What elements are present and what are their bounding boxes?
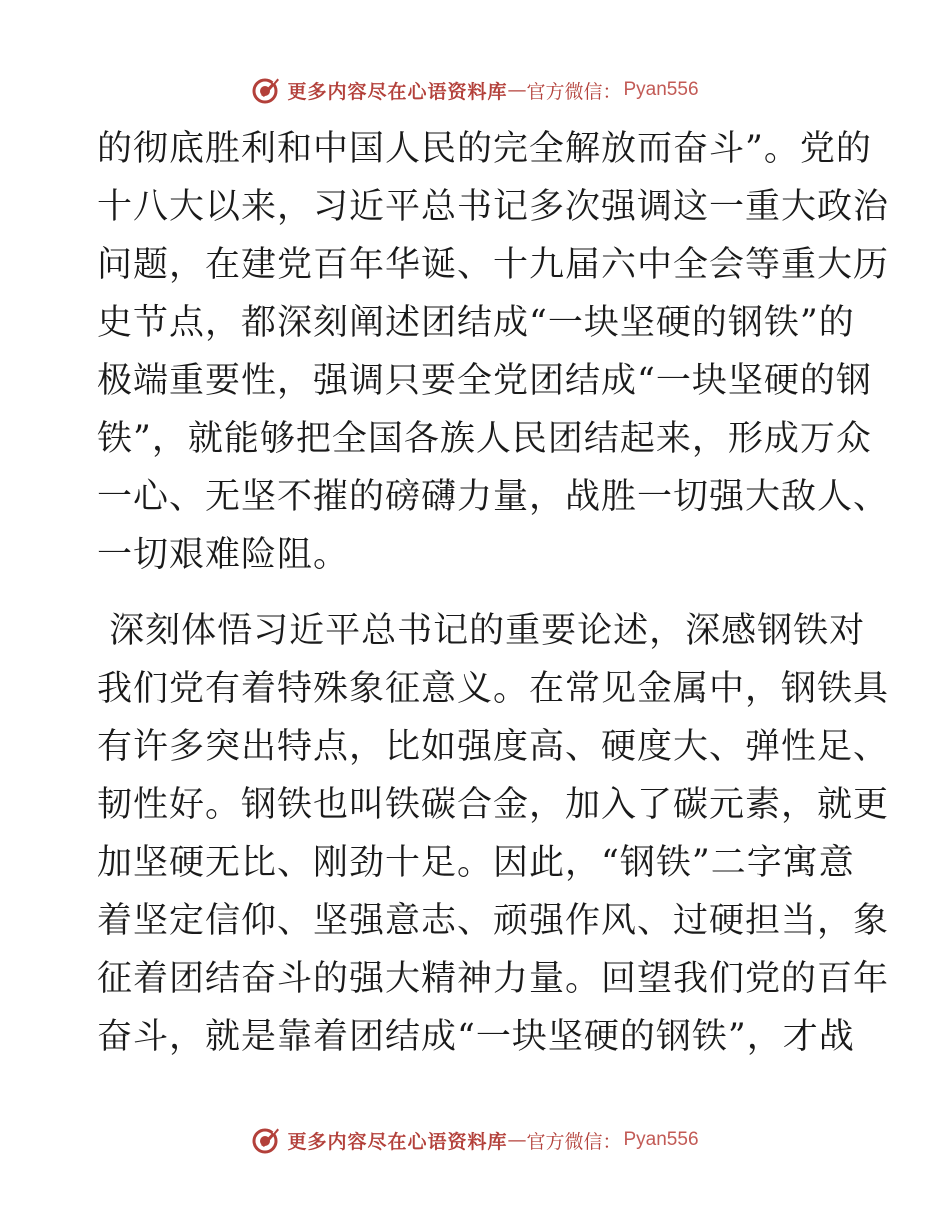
paragraph-2: [97, 602, 890, 1066]
paragraph-gap: [97, 584, 849, 602]
document-body: [97, 120, 890, 1066]
header-watermark: [0, 70, 950, 110]
text-line: 征着团结奋斗的强大精神力量。回望我们党的百年: [97, 959, 890, 999]
text-line: 的彻底胜利和中国人民的完全解放而奋斗”。党的: [97, 129, 872, 169]
watermark-wechat-id: Pyan556: [623, 1129, 699, 1150]
text-line: 问题，在建党百年华诞、十九届六中全会等重大历: [97, 245, 890, 285]
text-line: 着坚定信仰、坚强意志、顽强作风、过硬担当，象: [97, 901, 890, 941]
watermark-separator: —: [507, 1129, 527, 1151]
watermark-title: 更多内容尽在心语资料库: [287, 80, 508, 103]
text-line: 一心、无坚不摧的磅礴力量，战胜一切强大敌人、: [97, 477, 890, 517]
watermark-wechat-id: Pyan556: [623, 79, 699, 100]
footer-watermark: [0, 1120, 950, 1160]
watermark-separator: —: [507, 79, 527, 101]
text-line: 铁”，就能够把全国各族人民团结起来，形成万众: [97, 419, 872, 459]
watermark-label: 官方微信：: [526, 1130, 622, 1153]
text-line: 极端重要性，强调只要全党团结成“一块坚硬的钢: [97, 361, 872, 401]
text-line: 史节点，都深刻阐述团结成“一块坚硬的钢铁”的: [97, 303, 855, 343]
text-line: 一切艰难险阻。: [97, 535, 350, 575]
text-line: 我们党有着特殊象征意义。在常见金属中，钢铁具: [97, 669, 890, 709]
quill-circle-logo-icon: [251, 75, 281, 105]
text-line: 深刻体悟习近平总书记的重要论述，深感钢铁对: [97, 611, 866, 651]
quill-circle-logo-icon: [251, 1125, 281, 1155]
watermark-title: 更多内容尽在心语资料库: [287, 1130, 508, 1153]
watermark-label: 官方微信：: [526, 80, 622, 103]
text-line: 十八大以来，习近平总书记多次强调这一重大政治: [97, 187, 890, 227]
text-line: 韧性好。钢铁也叫铁碳合金，加入了碳元素，就更: [97, 785, 890, 825]
paragraph-1: [97, 120, 890, 584]
text-line: 加坚硬无比、刚劲十足。因此，“钢铁”二字寓意: [97, 843, 855, 883]
text-line: 奋斗，就是靠着团结成“一块坚硬的钢铁”，才战: [97, 1017, 855, 1057]
text-line: 有许多突出特点，比如强度高、硬度大、弹性足、: [97, 727, 890, 767]
